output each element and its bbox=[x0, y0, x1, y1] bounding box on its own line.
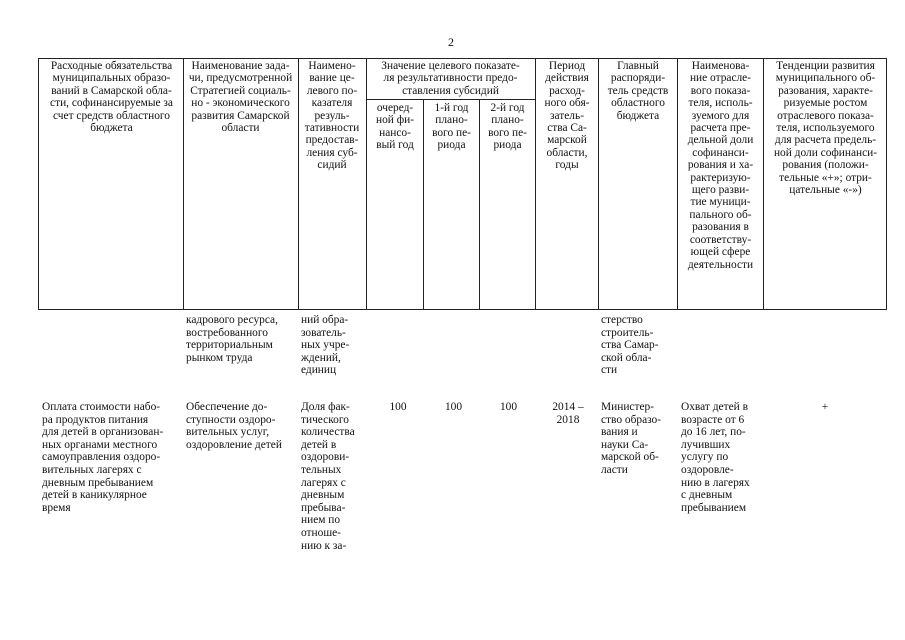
header-plan-year-1: 1-й год плано- вого пе- риода bbox=[432, 102, 471, 152]
cont-target-indicator: ний обра- зователь- ных учре- ждений, единиц bbox=[301, 314, 350, 377]
header-plan-year-2: 2-й год плано- вого пе- риода bbox=[488, 102, 527, 152]
row-expenditure-obligation: Оплата стоимости набо- ра продуктов питания для детей в организован- ных органами местного самоуправления оздоро- вительных лагерях с дневным пребыванием детей в каникулярное время bbox=[42, 401, 164, 514]
row-main-manager: Министер- ство образо- вания и науки Са- марской об- ласти bbox=[601, 401, 662, 476]
row-task-name: Обеспечение до- ступности оздоро- вительных услуг, оздоровление детей bbox=[186, 401, 282, 451]
row-period: 2014 – 2018 bbox=[552, 401, 584, 426]
page-number: 2 bbox=[448, 35, 454, 49]
header-task-name: Наименование зада- чи, предусмотренной Стратегией социаль- но - экономического развития Самарской области bbox=[188, 60, 293, 135]
row-sector-indicator: Охват детей в возрасте от 6 до 16 лет, по- лучивших услугу по оздоровле- нию в лагерях с дневным пребыванием bbox=[681, 401, 750, 514]
header-sector-indicator: Наименова- ние отрасле- вого показа- теля, исполь- зуемого для расчета пре- дельной доли софинанси- рования и ха- рактеризую- щего разви- тие муници- пального об- разования в соответству- ющей сфере деятельности bbox=[687, 60, 754, 271]
header-period: Период действия расход- ного обя- затель- ства Са- марской области, годы bbox=[544, 60, 590, 172]
header-target-indicator: Наимено- вание це- левого по- казателя резуль- тативности предостав- ления суб- сидий bbox=[304, 60, 360, 172]
header-development-trends: Тенденции развития муниципального об- разования, характе- ризуемые ростом отраслевого показа- теля, используемого для расчета предель- ной доли софинанси- рования (положи- тельные «+»; отри- цательные «-») bbox=[773, 60, 878, 197]
cont-task-name: кадрового ресурса, востребованного территориальным рынком труда bbox=[186, 314, 278, 364]
row-value-plan-year-2: 100 bbox=[499, 401, 518, 413]
row-value-current-year: 100 bbox=[389, 401, 407, 413]
row-trend: + bbox=[821, 401, 829, 413]
header-main-manager: Главный распоряди- тель средств областного бюджета bbox=[607, 60, 669, 122]
row-target-indicator: Доля фак- тического количества детей в оздорови- тельных лагерях с дневным пребыва- нием по отноше- нию к за- bbox=[301, 401, 355, 552]
header-current-year: очеред- ной фи- нансо- вый год bbox=[375, 102, 414, 152]
header-indicator-values: Значение целевого показате- ля результативности предо- ставления субсидий bbox=[381, 60, 520, 97]
row-value-plan-year-1: 100 bbox=[444, 401, 463, 413]
table-header bbox=[38, 58, 887, 310]
header-expenditure-obligations: Расходные обязательства муниципальных образо- ваний в Самарской обла- сти, софинансируемые за счет средств областного бюджета bbox=[50, 60, 173, 135]
cont-main-manager: стерство строитель- ства Самар- ской обла- сти bbox=[601, 314, 659, 377]
group-divider bbox=[366, 99, 535, 100]
